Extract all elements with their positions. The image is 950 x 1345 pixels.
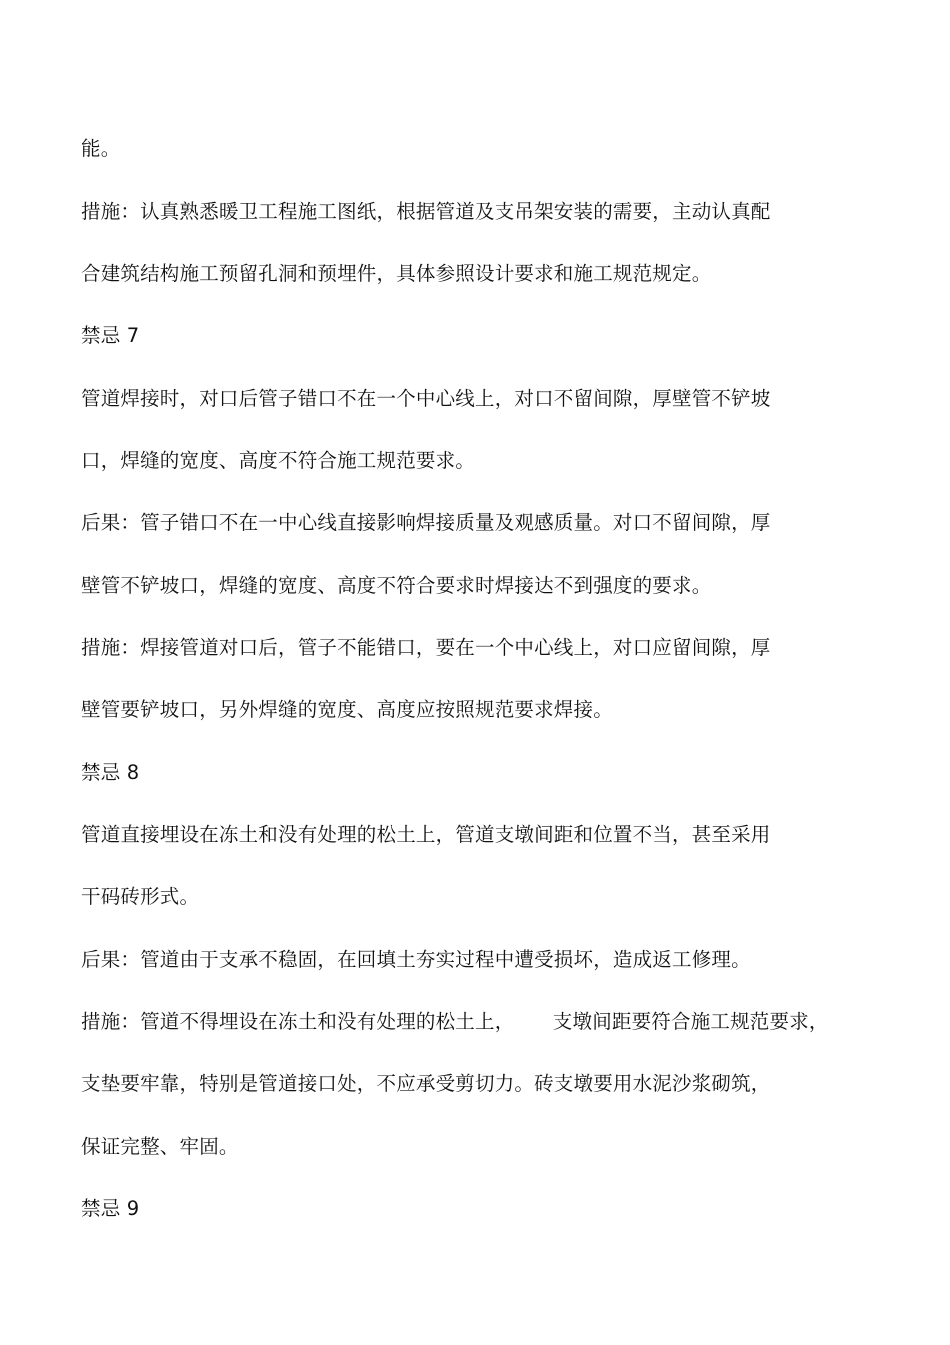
text-line: 干码砖形式。 [81, 885, 200, 908]
section-heading: 禁忌 7 [81, 324, 140, 347]
text-line: 能。 [81, 137, 121, 160]
section-heading: 禁忌 8 [81, 761, 140, 784]
text-line: 合建筑结构施工预留孔洞和预埋件，具体参照设计要求和施工规范规定。 [81, 262, 712, 285]
text-line: 后果：管子错口不在一中心线直接影响焊接质量及观感质量。对口不留间隙，厚 [81, 511, 771, 534]
text-line: 措施：管道不得埋设在冻土和没有处理的松土上， 支墩间距要符合施工规范要求， [81, 1010, 829, 1033]
text-line: 壁管要铲坡口，另外焊缝的宽度、高度应按照规范要求焊接。 [81, 698, 613, 721]
text-line: 保证完整、牢固。 [81, 1135, 239, 1158]
text-line: 措施：认真熟悉暖卫工程施工图纸，根据管道及支吊架安装的需要，主动认真配 [81, 200, 771, 223]
text-line: 管道焊接时，对口后管子错口不在一个中心线上，对口不留间隙，厚壁管不铲坡 [81, 387, 771, 410]
section-heading: 禁忌 9 [81, 1197, 140, 1220]
text-line: 口，焊缝的宽度、高度不符合施工规范要求。 [81, 449, 476, 472]
text-line: 支垫要牢靠，特别是管道接口处，不应承受剪切力。砖支墩要用水泥沙浆砌筑， [81, 1072, 771, 1095]
text-line: 壁管不铲坡口，焊缝的宽度、高度不符合要求时焊接达不到强度的要求。 [81, 574, 712, 597]
text-line: 管道直接埋设在冻土和没有处理的松土上，管道支墩间距和位置不当，甚至采用 [81, 823, 771, 846]
text-line: 后果：管道由于支承不稳固，在回填土夯实过程中遭受损坏，造成返工修理。 [81, 948, 751, 971]
text-line: 措施：焊接管道对口后，管子不能错口，要在一个中心线上，对口应留间隙，厚 [81, 636, 771, 659]
